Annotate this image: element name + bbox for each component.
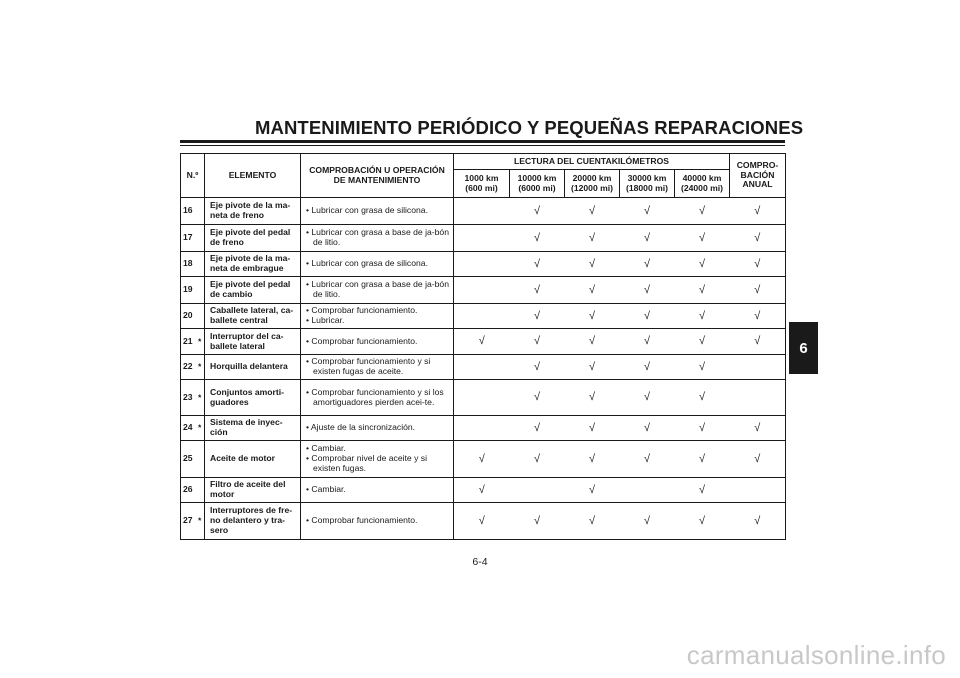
table-row xyxy=(181,503,786,540)
interval-check: √ xyxy=(675,277,730,304)
table-row xyxy=(181,355,786,380)
interval-check: √ xyxy=(510,380,565,416)
title-rule-thin xyxy=(180,145,785,146)
operation-bullet: • Comprobar nivel de aceite y si existen fugas. xyxy=(306,453,427,473)
interval-check: √ xyxy=(510,441,565,478)
table-row xyxy=(181,416,786,441)
page-number: 6-4 xyxy=(472,556,488,568)
interval-check: √ xyxy=(620,198,675,225)
row-operation xyxy=(301,355,454,380)
interval-check xyxy=(454,380,510,416)
interval-check xyxy=(454,225,510,252)
row-operation xyxy=(301,380,454,416)
row-operation xyxy=(301,252,454,277)
interval-check: √ xyxy=(454,329,510,355)
header-interval xyxy=(565,170,620,198)
interval-check xyxy=(510,478,565,503)
interval-check: √ xyxy=(675,441,730,478)
header-interval xyxy=(454,170,510,198)
annual-check: √ xyxy=(730,416,786,441)
title-rule xyxy=(180,140,785,143)
operation-bullet: • Comprobar funcionamiento y si los amortiguadores pierden acei-te. xyxy=(306,386,444,407)
row-number-text: 19 xyxy=(183,284,193,295)
dealer-service-mark: * xyxy=(198,336,202,347)
table-header xyxy=(181,154,786,198)
interval-check: √ xyxy=(565,277,620,304)
row-element: Interruptores de fre-no delantero y tra-sero xyxy=(205,503,301,540)
interval-km: 30000 km xyxy=(627,172,667,183)
row-number xyxy=(181,198,205,225)
row-operation xyxy=(301,416,454,441)
header-interval xyxy=(675,170,730,198)
annual-check: √ xyxy=(730,198,786,225)
row-number-text: 22 xyxy=(183,361,193,372)
interval-check: √ xyxy=(675,416,730,441)
dealer-service-mark: * xyxy=(198,361,202,372)
header-interval xyxy=(620,170,675,198)
interval-check: √ xyxy=(675,252,730,277)
row-element: Filtro de aceite del motor xyxy=(205,478,301,503)
annual-check: √ xyxy=(730,277,786,304)
row-number-text: 20 xyxy=(183,310,193,321)
interval-check: √ xyxy=(565,304,620,329)
table-row xyxy=(181,380,786,416)
row-number-text: 25 xyxy=(183,453,193,464)
interval-mi: (600 mi) xyxy=(465,182,498,193)
row-number-text: 21 xyxy=(183,335,193,346)
table-row xyxy=(181,441,786,478)
operation-bullet: • Cambiar. xyxy=(306,484,346,495)
row-operation xyxy=(301,225,454,252)
interval-check: √ xyxy=(565,503,620,540)
row-operation xyxy=(301,503,454,540)
interval-check xyxy=(454,355,510,380)
interval-mi: (24000 mi) xyxy=(680,182,724,193)
header-num: N.º xyxy=(181,154,205,198)
operation-bullet: • Lubricar con grasa de silicona. xyxy=(306,258,428,269)
row-element: Eje pivote de la ma-neta de embrague xyxy=(205,252,301,277)
row-operation xyxy=(301,329,454,355)
dealer-service-mark: * xyxy=(198,392,202,403)
interval-check: √ xyxy=(620,441,675,478)
interval-check: √ xyxy=(675,329,730,355)
row-element: Interruptor del ca-ballete lateral xyxy=(205,329,301,355)
operation-bullet: • Comprobar funcionamiento. xyxy=(306,515,418,526)
interval-check: √ xyxy=(620,225,675,252)
interval-check: √ xyxy=(565,416,620,441)
interval-check: √ xyxy=(565,329,620,355)
interval-check: √ xyxy=(454,478,510,503)
interval-check: √ xyxy=(675,380,730,416)
interval-mi: (12000 mi) xyxy=(570,182,614,193)
row-operation xyxy=(301,441,454,478)
table-row xyxy=(181,304,786,329)
interval-check: √ xyxy=(675,225,730,252)
interval-check: √ xyxy=(510,503,565,540)
row-element: Eje pivote de la ma-neta de freno xyxy=(205,198,301,225)
annual-check xyxy=(730,355,786,380)
annual-check: √ xyxy=(730,304,786,329)
interval-check: √ xyxy=(620,252,675,277)
annual-check: √ xyxy=(730,503,786,540)
interval-check: √ xyxy=(620,277,675,304)
table-row xyxy=(181,329,786,355)
page-title: MANTENIMIENTO PERIÓDICO Y PEQUEÑAS REPARACIONES xyxy=(255,117,804,138)
annual-check: √ xyxy=(730,252,786,277)
interval-km: 10000 km xyxy=(517,172,557,183)
row-number xyxy=(181,252,205,277)
interval-check: √ xyxy=(510,355,565,380)
interval-check: √ xyxy=(510,416,565,441)
interval-check: √ xyxy=(510,277,565,304)
annual-check xyxy=(730,380,786,416)
header-interval xyxy=(510,170,565,198)
interval-km: 20000 km xyxy=(572,172,612,183)
row-number-text: 18 xyxy=(183,258,193,269)
annual-check: √ xyxy=(730,329,786,355)
interval-check: √ xyxy=(675,478,730,503)
interval-check xyxy=(454,198,510,225)
interval-check xyxy=(620,478,675,503)
operation-bullet: • Lubricar. xyxy=(306,315,345,325)
row-operation xyxy=(301,478,454,503)
interval-check: √ xyxy=(565,380,620,416)
row-element: Conjuntos amorti-guadores xyxy=(205,380,301,416)
interval-check: √ xyxy=(510,198,565,225)
table-row xyxy=(181,225,786,252)
row-number xyxy=(181,355,205,380)
row-element: Aceite de motor xyxy=(205,441,301,478)
interval-check xyxy=(454,416,510,441)
row-number xyxy=(181,441,205,478)
header-operation: COMPROBACIÓN U OPERACIÓN DE MANTENIMIENTO xyxy=(301,154,454,198)
interval-km: 40000 km xyxy=(682,172,722,183)
operation-bullet: • Lubricar con grasa a base de ja-bón de litio. xyxy=(306,279,449,299)
operation-bullet: • Cambiar. xyxy=(306,443,346,454)
interval-check: √ xyxy=(510,329,565,355)
operation-bullet: • Comprobar funcionamiento y si existen fugas de aceite. xyxy=(306,356,431,376)
row-number-text: 17 xyxy=(183,232,193,243)
annual-check: √ xyxy=(730,225,786,252)
row-element: Sistema de inyec-ción xyxy=(205,416,301,441)
header-annual: COMPRO-BACIÓN ANUAL xyxy=(730,154,786,198)
interval-mi: (6000 mi) xyxy=(518,182,556,193)
row-number xyxy=(181,380,205,416)
interval-check: √ xyxy=(565,478,620,503)
interval-check: √ xyxy=(620,329,675,355)
table-row xyxy=(181,198,786,225)
row-operation xyxy=(301,198,454,225)
interval-check xyxy=(454,277,510,304)
interval-check xyxy=(454,304,510,329)
operation-bullet: • Lubricar con grasa de silicona. xyxy=(306,205,428,216)
row-number xyxy=(181,416,205,441)
table-row xyxy=(181,277,786,304)
interval-check: √ xyxy=(565,355,620,380)
dealer-service-mark: * xyxy=(198,515,202,526)
watermark: carmanualsonline.info xyxy=(686,640,946,670)
row-number-text: 27 xyxy=(183,515,193,526)
interval-check: √ xyxy=(620,416,675,441)
interval-check: √ xyxy=(565,441,620,478)
row-number xyxy=(181,304,205,329)
interval-check: √ xyxy=(620,304,675,329)
row-number xyxy=(181,277,205,304)
interval-check xyxy=(454,252,510,277)
interval-check: √ xyxy=(675,198,730,225)
annual-check xyxy=(730,478,786,503)
row-element: Horquilla delantera xyxy=(205,355,301,380)
interval-check: √ xyxy=(565,198,620,225)
interval-check: √ xyxy=(510,304,565,329)
row-operation xyxy=(301,277,454,304)
interval-km: 1000 km xyxy=(464,172,499,183)
row-number-text: 23 xyxy=(183,391,193,402)
row-number-text: 26 xyxy=(183,484,193,495)
row-element: Eje pivote del pedal de cambio xyxy=(205,277,301,304)
interval-check: √ xyxy=(675,304,730,329)
chapter-tab: 6 xyxy=(789,322,818,374)
operation-bullet: • Comprobar funcionamiento. xyxy=(306,335,418,346)
operation-bullet: • Lubricar con grasa a base de ja-bón de litio. xyxy=(306,227,449,247)
row-number xyxy=(181,478,205,503)
dealer-service-mark: * xyxy=(198,422,202,433)
interval-check: √ xyxy=(454,441,510,478)
row-operation xyxy=(301,304,454,329)
interval-mi: (18000 mi) xyxy=(625,182,669,193)
row-number xyxy=(181,503,205,540)
row-number xyxy=(181,329,205,355)
table-row xyxy=(181,478,786,503)
interval-check: √ xyxy=(565,225,620,252)
row-number-text: 24 xyxy=(183,422,193,433)
interval-check: √ xyxy=(620,380,675,416)
header-element: ELEMENTO xyxy=(205,154,301,198)
interval-check: √ xyxy=(565,252,620,277)
interval-check: √ xyxy=(454,503,510,540)
interval-check: √ xyxy=(620,503,675,540)
table-body xyxy=(181,198,786,540)
interval-check: √ xyxy=(620,355,675,380)
row-number-text: 16 xyxy=(183,205,193,216)
header-odometer: LECTURA DEL CUENTAKILÓMETROS xyxy=(454,154,730,170)
annual-check: √ xyxy=(730,441,786,478)
interval-check: √ xyxy=(675,503,730,540)
interval-check: √ xyxy=(510,225,565,252)
interval-check: √ xyxy=(675,355,730,380)
table-row xyxy=(181,252,786,277)
row-number xyxy=(181,225,205,252)
row-element: Caballete lateral, ca-ballete central xyxy=(205,304,301,329)
maintenance-table xyxy=(180,153,786,540)
operation-bullet: • Comprobar funcionamiento. xyxy=(306,305,418,316)
interval-check: √ xyxy=(510,252,565,277)
operation-bullet: • Ajuste de la sincronización. xyxy=(306,422,416,433)
row-element: Eje pivote del pedal de freno xyxy=(205,225,301,252)
